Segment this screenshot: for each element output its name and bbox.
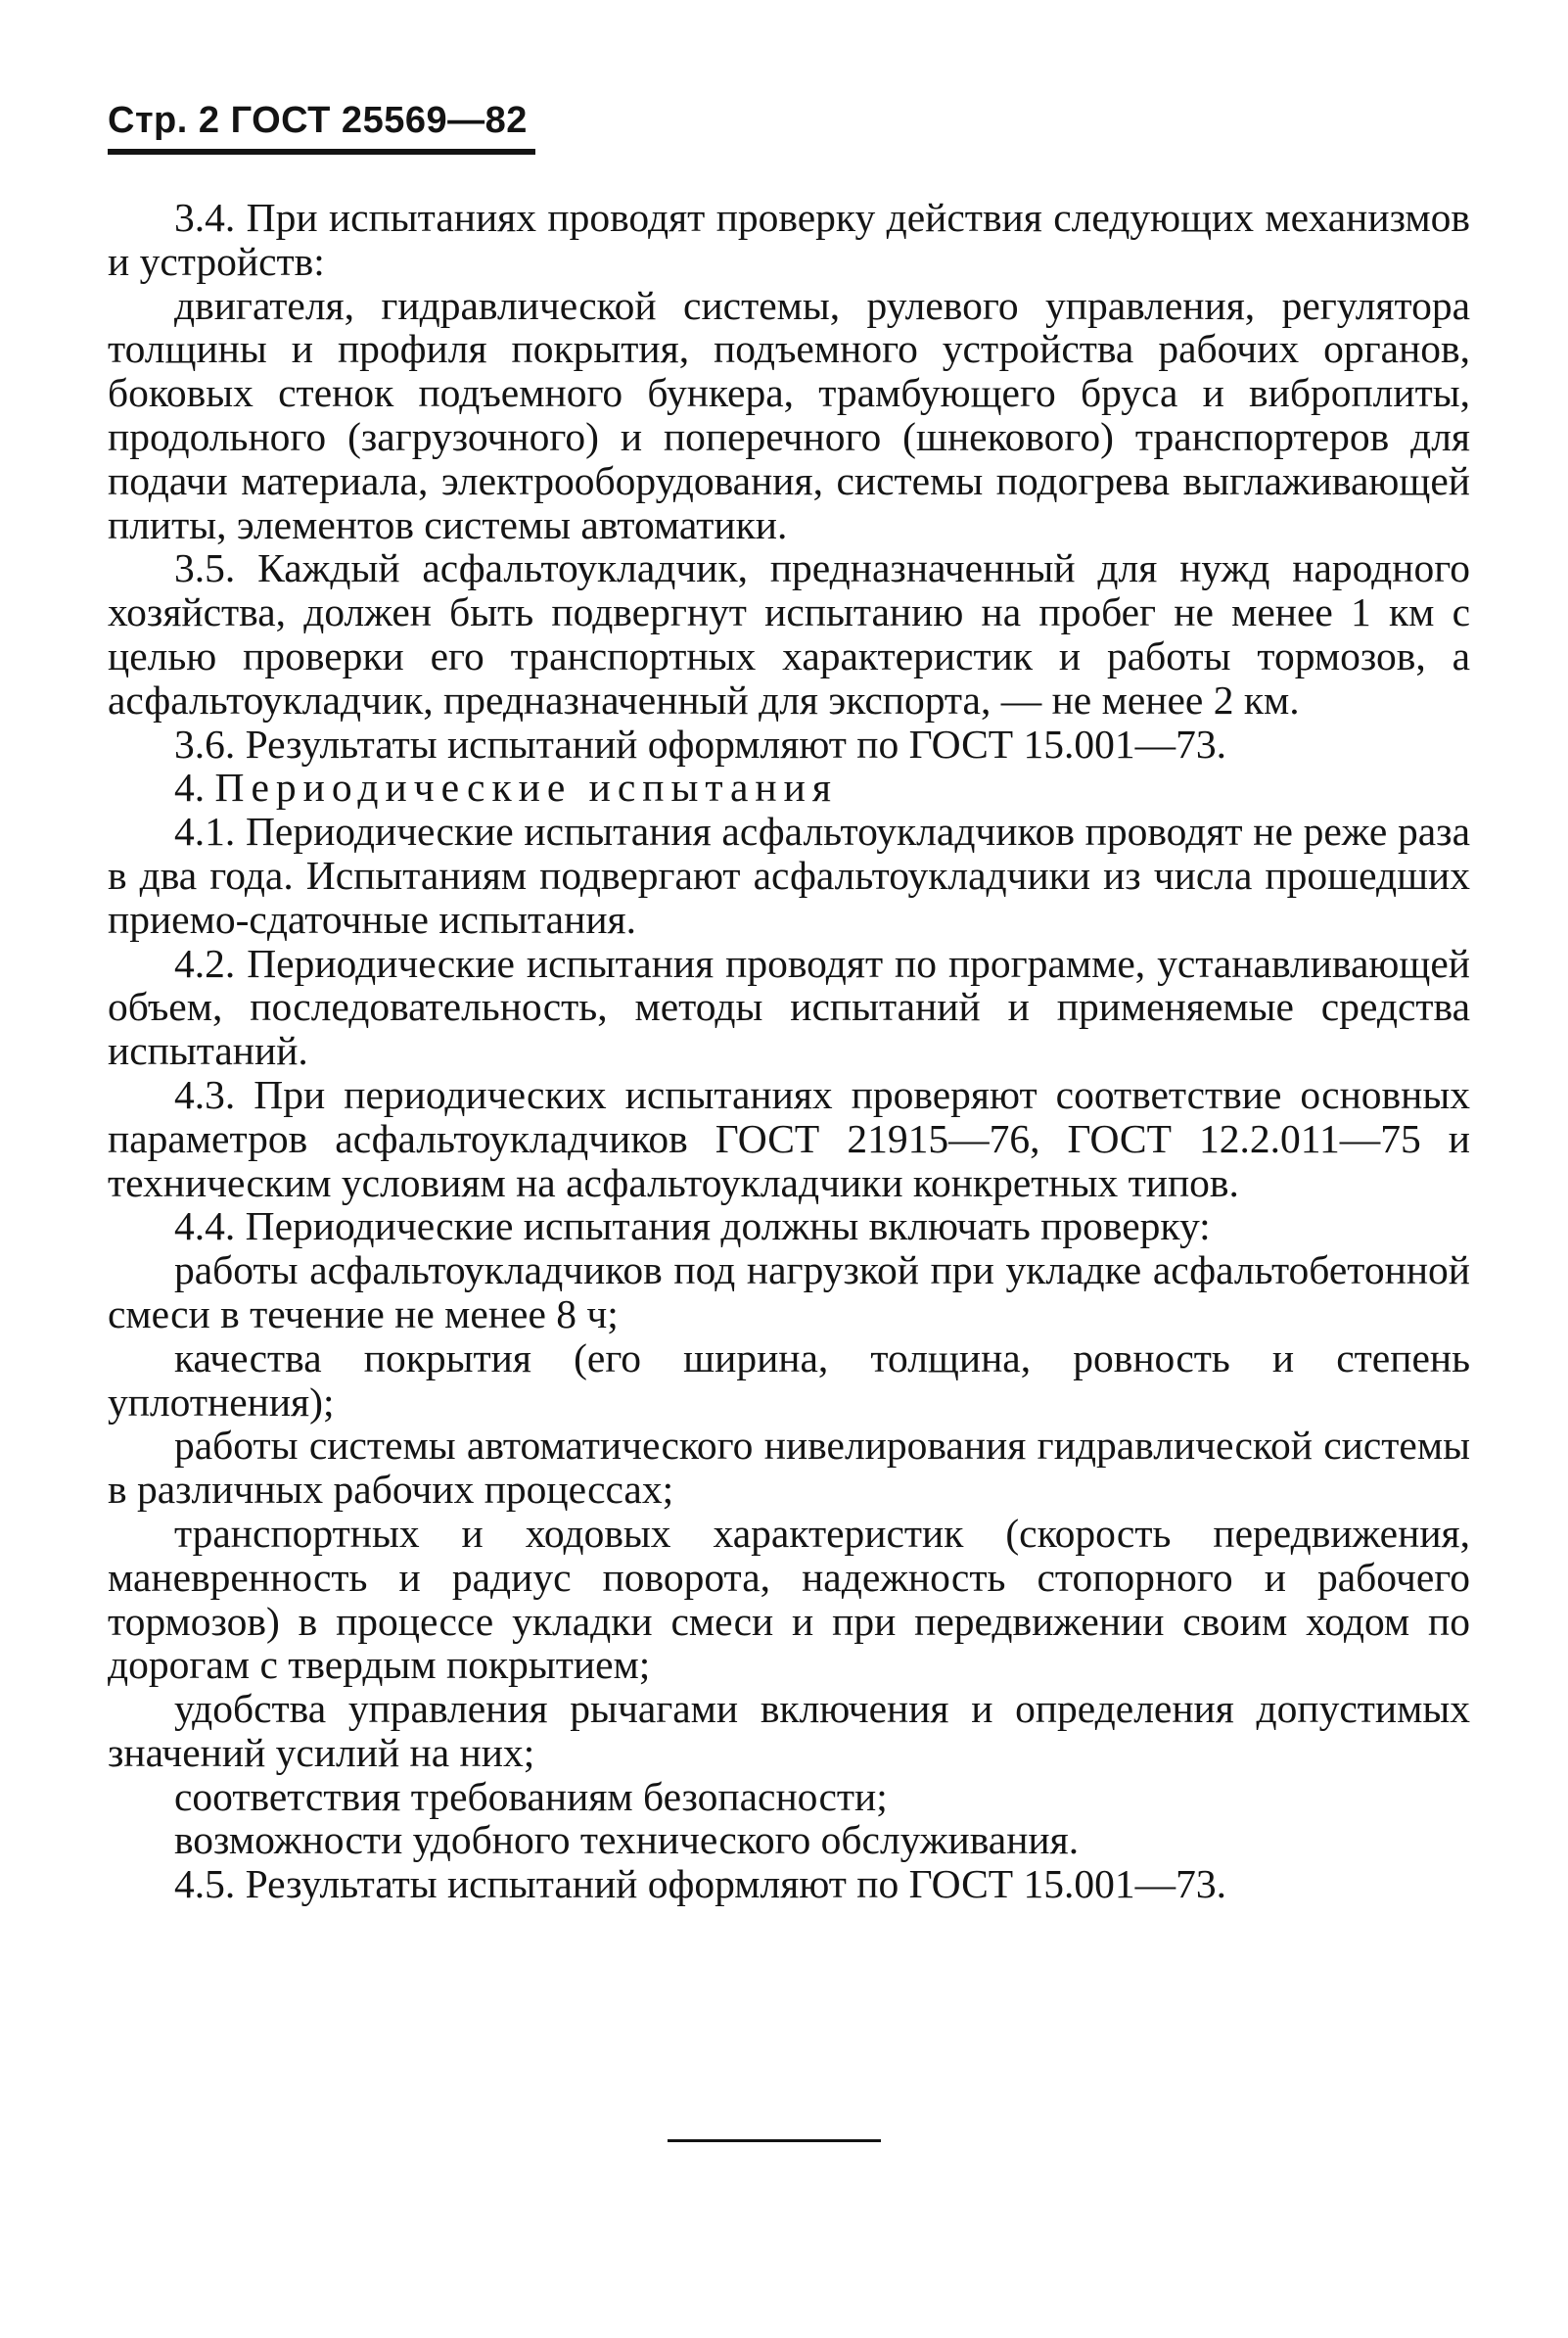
list-item-safety: соответствия требованиям безопасности; [174, 1773, 888, 1819]
page-header: Стр. 2 ГОСТ 25569—82 [108, 100, 528, 141]
paragraph-4-2: 4.2. Периодические испытания проводят по программе, устанавливающей объем, последовательность, методы испытаний и применяемые средства испытаний. [108, 940, 1470, 1074]
list-item-transport-characteristics: транспортных и ходовых характеристик (скорость передвижения, маневренность и радиус поворота, надежность стопорного и рабочего тормозов) в процессе укладки смеси и при передвижении своим ходом по дорогам с твердым покрытием; [108, 1510, 1470, 1688]
document-body [108, 196, 1470, 1906]
list-item-control-convenience: удобства управления рычагами включения и определения допустимых значений усилий на них; [108, 1686, 1470, 1775]
section-title: Периодические испытания [214, 765, 838, 811]
section-number: 4. [174, 765, 206, 811]
end-rule [668, 2139, 881, 2142]
paragraph-4-5: 4.5. Результаты испытаний оформляют по ГОСТ 15.001—73. [174, 1861, 1226, 1907]
list-item-maintenance: возможности удобного технического обслуживания. [174, 1817, 1080, 1863]
list-item-load-work: работы асфальтоукладчиков под нагрузкой при укладке асфальтобетонной смеси в течение не менее 8 ч; [108, 1247, 1470, 1336]
paragraph-4-3: 4.3. При периодических испытаниях проверяют соответствие основных параметров асфальтоукладчиков ГОСТ 21915—76, ГОСТ 12.2.011—75 и техническим условиям на асфальтоукладчики конкретных типов. [108, 1071, 1470, 1205]
header-rule [108, 149, 535, 155]
paragraph-3-6: 3.6. Результаты испытаний оформляют по ГОСТ 15.001—73. [174, 721, 1226, 767]
paragraph-3-4: 3.4. При испытаниях проводят проверку действия следующих механизмов и устройств: [108, 195, 1470, 284]
paragraph-3-5: 3.5. Каждый асфальтоукладчик, предназначенный для нужд народного хозяйства, должен быть подвергнут испытанию на пробег не менее 1 км с целью проверки его транспортных характеристик и работы тормозов, а асфальтоукладчик, предназначенный для экспорта, — не менее 2 км. [108, 545, 1470, 723]
paragraph-4-1: 4.1. Периодические испытания асфальтоукладчиков проводят не реже раза в два года. Испытаниям подвергают асфальтоукладчики из числа прошедших приемо-сдаточные испытания. [108, 809, 1470, 942]
paragraph-3-4-list: двигателя, гидравлической системы, рулевого управления, регулятора толщины и профиля покрытия, подъемного устройства рабочих органов, боковых стенок подъемного бункера, трамбующего бруса и виброплиты, продольного (загрузочного) и поперечного (шнекового) транспортеров для подачи материала, электрооборудования, системы подогрева выглаживающей плиты, элементов системы автоматики. [108, 282, 1470, 547]
list-item-auto-leveling: работы системы автоматического нивелирования гидравлической системы в различных рабочих процессах; [108, 1423, 1470, 1513]
list-item-coating-quality: качества покрытия (его ширина, толщина, ровность и степень уплотнения); [108, 1334, 1470, 1425]
section-4-heading [108, 766, 1470, 810]
paragraph-4-4: 4.4. Периодические испытания должны включать проверку: [174, 1203, 1211, 1249]
